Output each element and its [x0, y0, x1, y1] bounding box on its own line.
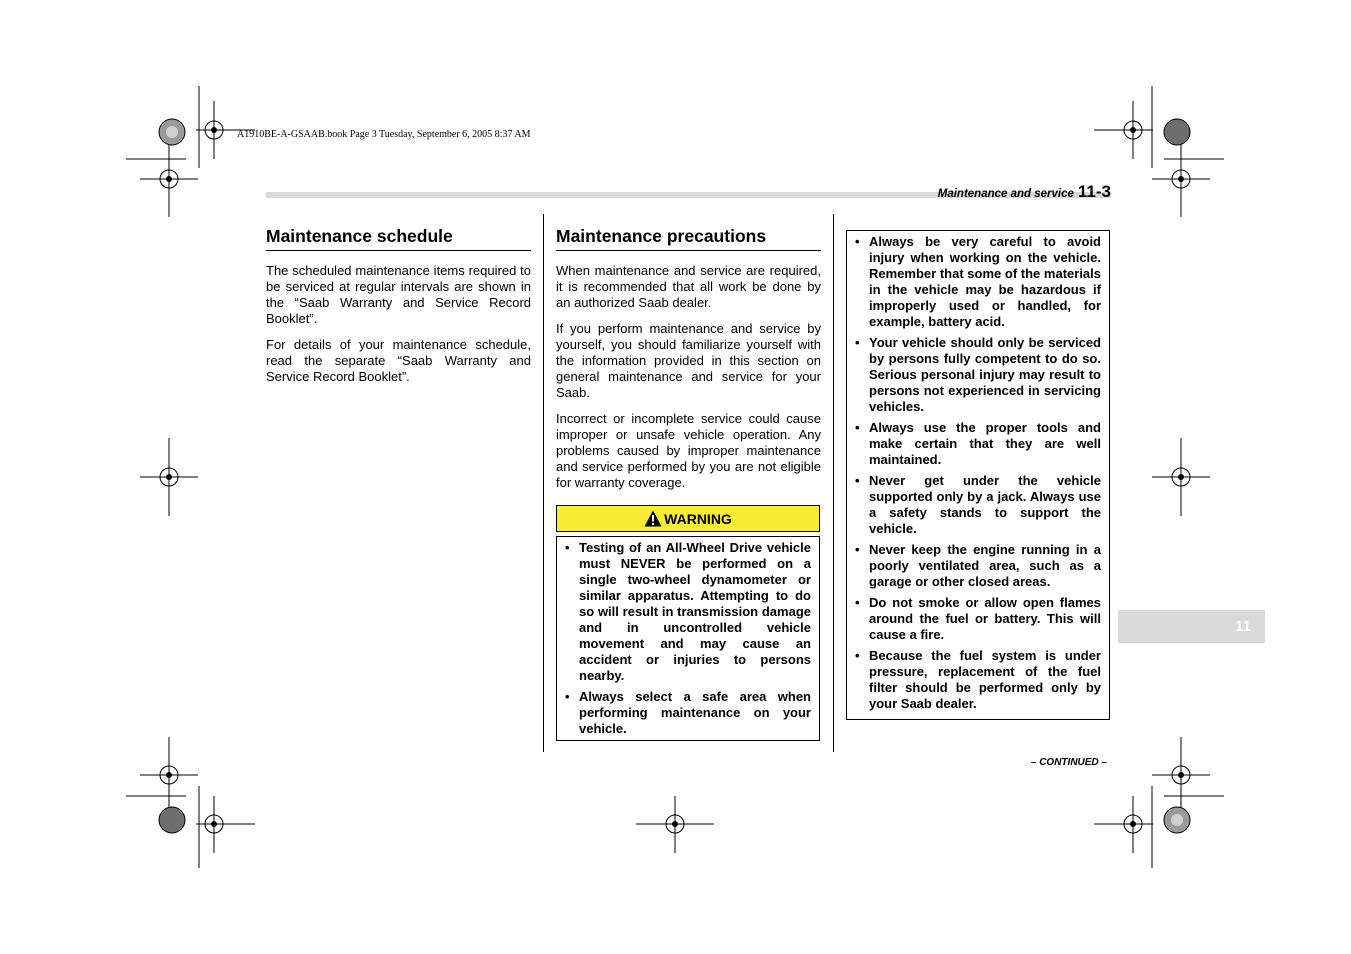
- running-header: [938, 182, 1111, 202]
- paragraph: If you perform maintenance and service by yourself, you should familiarize yourself with the information provided in this section on general maintenance and service for your Saab.: [556, 321, 821, 400]
- caution-item: • Always be very careful to avoid injury when working on the vehicle. Remember that some of the materials in the vehicle may be hazardous if improperly used or handled, for example, battery acid.: [855, 234, 1101, 330]
- maintenance-schedule-section: [266, 226, 531, 385]
- book-info: A1910BE-A-GSAAB.book Page 3 Tuesday, September 6, 2005 8:37 AM: [237, 129, 531, 140]
- warning-box: [556, 536, 820, 741]
- maintenance-precautions-section: [556, 226, 821, 491]
- paragraph: For details of your maintenance schedule, read the separate “Saab Warranty and Service Record Booklet”.: [266, 337, 531, 384]
- caution-item: • Always use the proper tools and make certain that they are well maintained.: [855, 420, 1101, 468]
- caution-box: [846, 230, 1110, 720]
- warning-item: • Always select a safe area when performing maintenance on your vehicle.: [565, 689, 811, 737]
- warning-label: WARNING: [664, 510, 732, 527]
- section-title: Maintenance and service: [937, 188, 1074, 200]
- caution-item: • Never keep the engine running in a poorly ventilated area, such as a garage or other closed areas.: [855, 542, 1101, 590]
- caution-item: • Your vehicle should only be serviced by persons fully competent to do so. Serious personal injury may result to persons not experienced in servicing vehicles.: [855, 335, 1101, 415]
- paragraph: The scheduled maintenance items required to be serviced at regular intervals are shown in the “Saab Warranty and Service Record Booklet”.: [266, 263, 531, 326]
- caution-item: • Because the fuel system is under pressure, replacement of the fuel filter should be performed only by your Saab dealer.: [855, 648, 1101, 712]
- column-divider: [833, 214, 834, 752]
- paragraph: Incorrect or incomplete service could cause improper or unsafe vehicle operation. Any problems caused by improper maintenance and service performed by you are not eligible for warranty coverage.: [556, 411, 821, 490]
- section-heading: Maintenance precautions: [556, 226, 821, 251]
- caution-item: • Never get under the vehicle supported only by a jack. Always use a safety stands to support the vehicle.: [855, 473, 1101, 537]
- warning-banner: [556, 505, 820, 532]
- caution-item: • Do not smoke or allow open flames around the fuel or battery. This will cause a fire.: [855, 595, 1101, 643]
- section-heading: Maintenance schedule: [266, 226, 531, 251]
- continued-note: – CONTINUED –: [1030, 757, 1107, 768]
- chapter-tab: 11: [1118, 610, 1265, 643]
- warning-item: • Testing of an All-Wheel Drive vehicle must NEVER be performed on a single two-wheel dynamometer or similar apparatus. Attempting to do so will result in transmission damage and in uncontrolled vehicle movement and may cause an accident or injuries to persons nearby.: [565, 540, 811, 684]
- paragraph: When maintenance and service are required, it is recommended that all work be done by an authorized Saab dealer.: [556, 263, 821, 310]
- warning-triangle-icon: [644, 510, 662, 527]
- page-number: 11-3: [1077, 182, 1111, 201]
- column-divider: [543, 214, 544, 752]
